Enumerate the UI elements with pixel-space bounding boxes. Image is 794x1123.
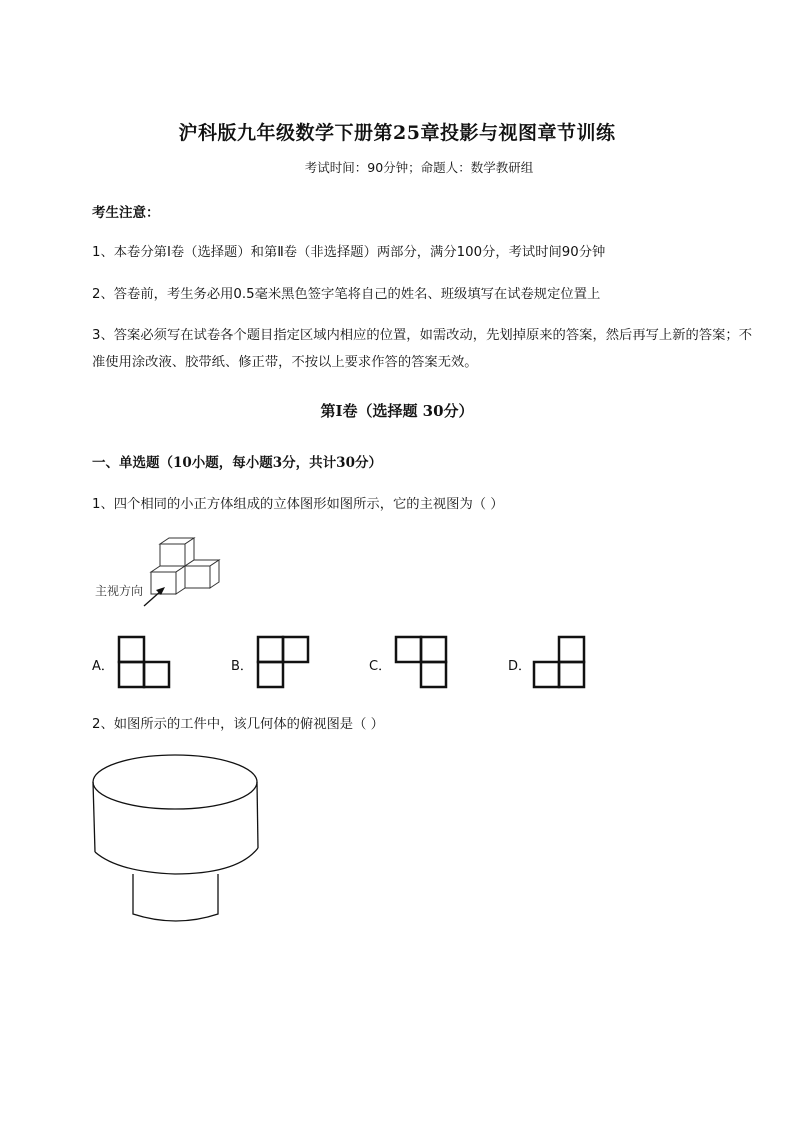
notice-item-3: 3、答案必须写在试卷各个题目指定区域内相应的位置，如需改动，先划掉原来的答案，然后再写上新的答案；不准使用涂改液、胶带纸、修正带，不按以上要求作答的答案无效。: [92, 328, 753, 370]
notice-item-1: 1、本卷分第I卷（选择题）和第Ⅱ卷（非选择题）两部分，满分100分，考试时间90分钟: [92, 245, 606, 260]
cube-figure: [140, 536, 220, 606]
option-d-label: D．: [508, 659, 532, 674]
view-direction-label: 主视方向: [95, 584, 144, 598]
exam-info: 考试时间：90分钟；命题人：数学教研组: [304, 160, 534, 175]
workpiece-figure: [88, 752, 268, 932]
question-1-stem: 1、四个相同的小正方体组成的立体图形如图所示，它的主视图为（ ）: [92, 497, 504, 512]
option-d-figure: [533, 636, 585, 688]
section-title: 第I卷（选择题 30分）: [320, 402, 474, 420]
page-title: 沪科版九年级数学下册第25章投影与视图章节训练: [178, 122, 616, 144]
option-c-figure: [395, 636, 447, 688]
notice-item-2: 2、答卷前，考生务必用0.5毫米黑色签字笔将自己的姓名、班级填写在试卷规定位置上: [92, 287, 601, 302]
option-b-label: B．: [231, 659, 253, 674]
notice-heading: 考生注意：: [92, 205, 160, 221]
part-heading: 一、单选题（10小题，每小题3分，共计30分）: [92, 455, 382, 471]
option-c-label: C．: [369, 659, 392, 674]
option-a-figure: [118, 636, 170, 688]
option-a-label: A．: [92, 659, 114, 674]
question-2-stem: 2、如图所示的工件中，该几何体的俯视图是（ ）: [92, 717, 384, 732]
option-b-figure: [257, 636, 309, 688]
